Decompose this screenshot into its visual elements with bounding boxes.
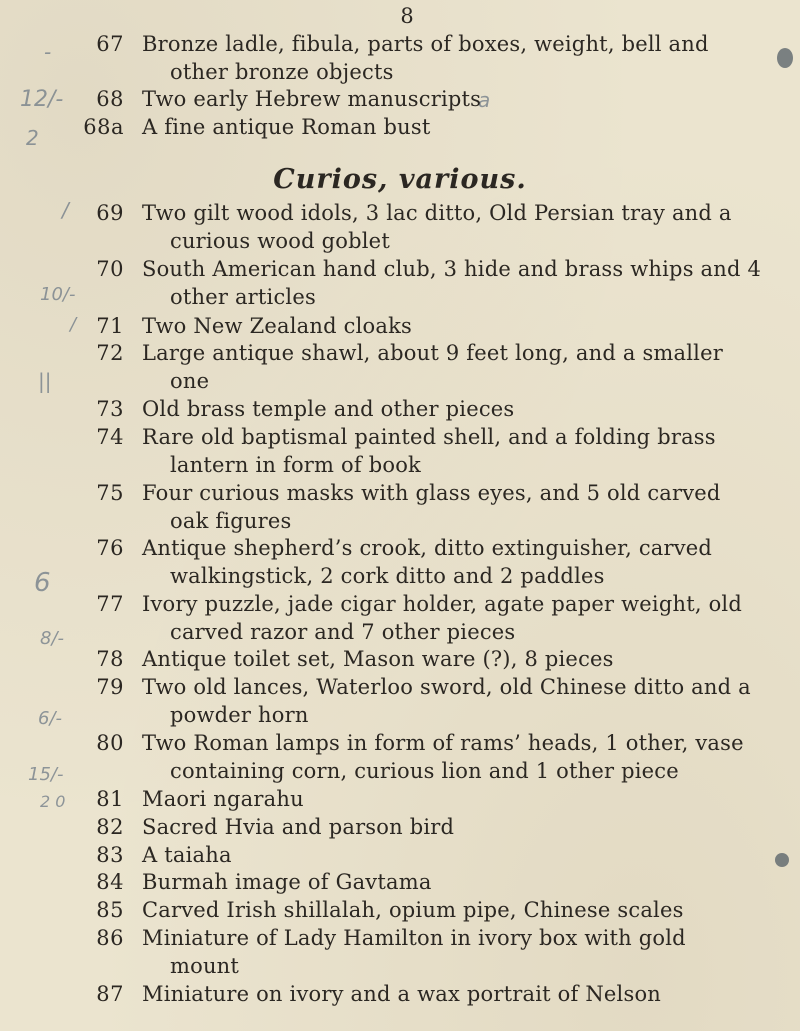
lot-number: 82 — [96, 815, 124, 839]
ink-blot — [777, 48, 793, 68]
lot-number: 78 — [96, 647, 124, 671]
lot-description — [142, 924, 770, 980]
lot-description — [142, 85, 770, 113]
lot-description-line: Bronze ladle, fibula, parts of boxes, weight, bell and — [142, 32, 709, 56]
lot-description — [142, 980, 770, 1008]
lot-description — [142, 113, 770, 141]
margin-annotation: 12/- — [20, 87, 64, 112]
page-number: 8 — [400, 4, 414, 28]
lot-number: 68a — [83, 115, 124, 139]
lot-description-line: Miniature on ivory and a wax portrait of Nelson — [142, 982, 662, 1006]
lot-description-line: walkingstick, 2 cork ditto and 2 paddles — [170, 564, 605, 588]
lot-number: 76 — [96, 536, 124, 560]
ink-blot — [775, 853, 789, 867]
lot-description — [142, 590, 770, 646]
lot-number: 85 — [96, 898, 124, 922]
lot-description — [142, 199, 770, 255]
margin-annotation: 2 0 — [40, 792, 66, 811]
lot-description-line: containing corn, curious lion and 1 other piece — [170, 759, 679, 783]
lot-number: 81 — [96, 787, 124, 811]
lot-description-line: lantern in form of book — [170, 453, 421, 477]
lot-description-line: Miniature of Lady Hamilton in ivory box with gold — [142, 926, 686, 950]
lot-description-line: Rare old baptismal painted shell, and a folding brass — [142, 425, 716, 449]
lot-number: 71 — [96, 314, 124, 338]
margin-annotation: 8/- — [40, 628, 65, 649]
lot-description — [142, 395, 770, 423]
lot-description-line: oak figures — [170, 509, 292, 533]
lot-description-line: Old brass temple and other pieces — [142, 397, 515, 421]
lot-description — [142, 255, 770, 311]
lot-description — [142, 896, 770, 924]
lot-description-line: Carved Irish shillalah, opium pipe, Chinese scales — [142, 898, 684, 922]
lot-description-line: Two old lances, Waterloo sword, old Chinese ditto and a — [142, 675, 751, 699]
lot-description — [142, 785, 770, 813]
lot-description-line: curious wood goblet — [170, 229, 390, 253]
lot-number: 80 — [96, 731, 124, 755]
lot-number: 72 — [96, 341, 124, 365]
lot-number: 86 — [96, 926, 124, 950]
lot-description-line: Two New Zealand cloaks — [142, 314, 412, 338]
lot-description — [142, 813, 770, 841]
lot-description-line: Burmah image of Gavtama — [142, 870, 432, 894]
lot-description-line: A fine antique Roman bust — [142, 115, 431, 139]
lot-description — [142, 868, 770, 896]
lot-number: 87 — [96, 982, 124, 1006]
margin-annotation: 2 — [26, 126, 39, 150]
lot-description-line: Two gilt wood idols, 3 lac ditto, Old Persian tray and a — [142, 201, 732, 225]
lot-description-line: Maori ngarahu — [142, 787, 304, 811]
lot-number: 70 — [96, 257, 124, 281]
lot-number: 67 — [96, 32, 124, 56]
lot-number: 75 — [96, 481, 124, 505]
lot-description-line: Large antique shawl, about 9 feet long, and a smaller — [142, 341, 723, 365]
lot-number: 73 — [96, 397, 124, 421]
lot-number: 84 — [96, 870, 124, 894]
margin-annotation: 6 — [34, 568, 51, 598]
lot-description-line: powder horn — [170, 703, 309, 727]
lot-description — [142, 729, 770, 785]
section-heading: Curios, various. — [273, 164, 527, 195]
lot-description-line: Sacred Hvia and parson bird — [142, 815, 455, 839]
lot-description-line: Two early Hebrew manuscripts — [142, 87, 482, 111]
lot-description-line: one — [170, 369, 210, 393]
lot-description-line: other bronze objects — [170, 60, 394, 84]
lot-description-line: Antique shepherd’s crook, ditto extinguisher, carved — [142, 536, 713, 560]
lot-description — [142, 645, 770, 673]
lot-number: 68 — [96, 87, 124, 111]
lot-number: 83 — [96, 843, 124, 867]
lot-description — [142, 534, 770, 590]
lot-description-line: mount — [170, 954, 240, 978]
lot-description — [142, 423, 770, 479]
lot-number: 69 — [96, 201, 124, 225]
lot-description — [142, 30, 770, 86]
lot-description — [142, 479, 770, 535]
lot-description-line: A taiaha — [142, 843, 232, 867]
lot-description-line: other articles — [170, 285, 316, 309]
lot-number: 77 — [96, 592, 124, 616]
lot-description-line: Antique toilet set, Mason ware (?), 8 pieces — [142, 647, 614, 671]
lot-description-line: Ivory puzzle, jade cigar holder, agate paper weight, old — [142, 592, 742, 616]
lot-number: 79 — [96, 675, 124, 699]
margin-annotation: 15/- — [28, 764, 64, 785]
lot-description-line: carved razor and 7 other pieces — [170, 620, 516, 644]
margin-annotation: / — [70, 314, 77, 335]
lot-description-line: South American hand club, 3 hide and brass whips and 4 — [142, 257, 762, 281]
lot-description — [142, 339, 770, 395]
lot-description — [142, 312, 770, 340]
lot-number: 74 — [96, 425, 124, 449]
lot-description-line: Four curious masks with glass eyes, and 5 old carved — [142, 481, 721, 505]
margin-annotation: 6/- — [38, 708, 63, 729]
margin-annotation: / — [62, 198, 69, 222]
margin-annotation: a — [478, 88, 491, 112]
lot-description-line: Two Roman lamps in form of rams’ heads, 1 other, vase — [142, 731, 744, 755]
lot-description — [142, 673, 770, 729]
margin-annotation: - — [44, 40, 52, 64]
margin-annotation: || — [38, 369, 52, 393]
margin-annotation: 10/- — [40, 284, 76, 305]
lot-description — [142, 841, 770, 869]
